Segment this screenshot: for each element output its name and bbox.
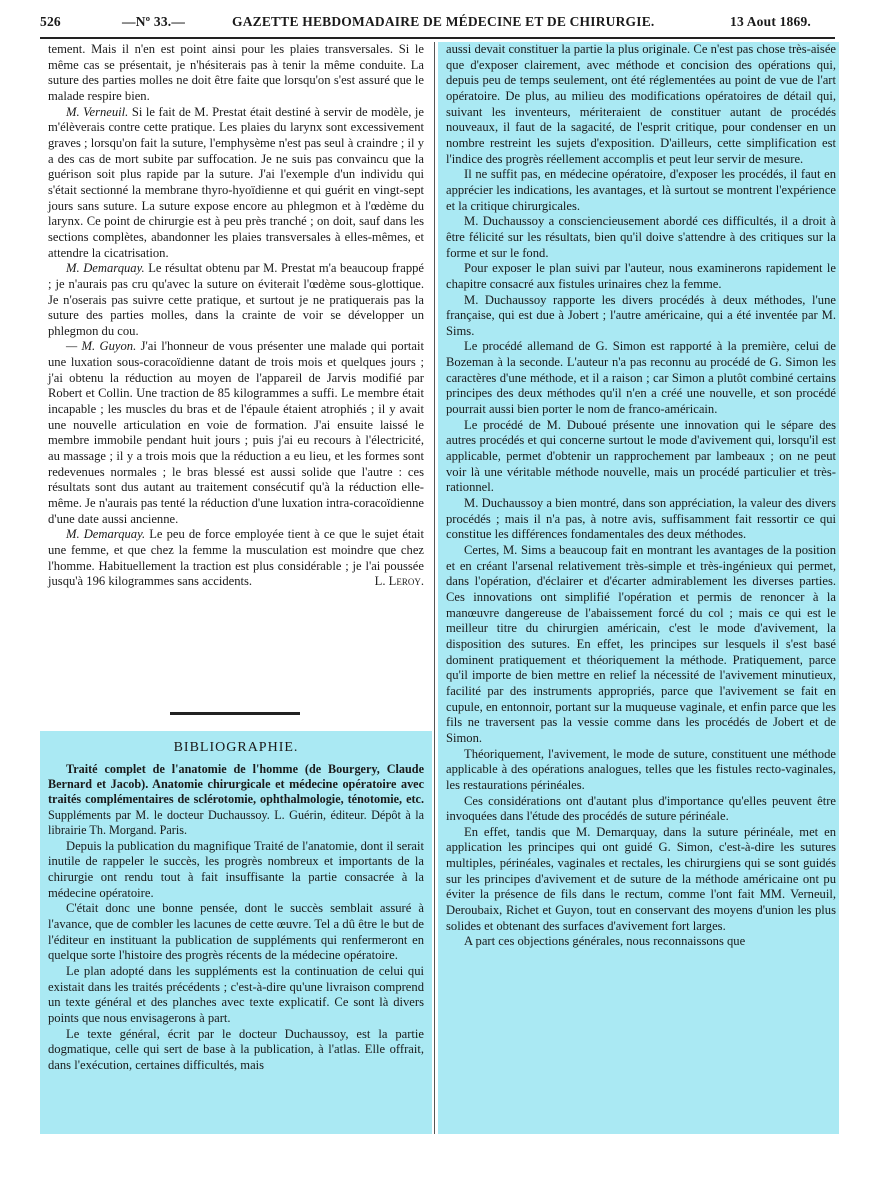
author-signature: L. Leroy. — [374, 574, 424, 589]
section-ornament-rule — [170, 712, 300, 715]
reference-title: Traité complet de l'anatomie de l'homme (de Bourgery, Claude Bernard et Jacob). Anatomie chirurgicale et médecine opératoire avec traités complémentaires de sclérotomie, ophthalmologie, ténotomie, etc. — [48, 761, 424, 807]
column-divider — [434, 42, 435, 1134]
right-paragraph: M. Duchaussoy a bien montré, dans son appréciation, la valeur des divers procédés ; mais il n'a pas, à notre avis, suffisamment fait ressortir ce qui constitue les différences fondamentales des deux méthodes. — [446, 496, 836, 542]
right-paragraph: Le procédé de M. Duboué présente une innovation qui le sépare des autres procédés et qui concerne surtout le mode d'avivement qui, lorsqu'il est applicable, permet d'obtenir un rapprochement par lambeaux ; on ne peut voir là une véritable méthode nouvelle, mais un procédé particulier et très-rationnel. — [446, 417, 836, 495]
speaker-name: M. Verneuil. — [66, 104, 129, 119]
right-paragraph: A part ces objections générales, nous reconnaissons que — [464, 934, 746, 949]
speaker-name: M. Demarquay. — [66, 527, 146, 542]
right-paragraph: M. Duchaussoy rapporte les divers procédés à deux méthodes, l'une française, qui est due à Jobert ; l'autre américaine, qui a été inventée par M. Sims. — [446, 292, 836, 338]
reference-details: Suppléments par M. le docteur Duchaussoy. L. Guérin, éditeur. Dépôt à la librairie Th. Morgand. Paris. — [48, 807, 424, 838]
speaker-name: — M. Guyon. — [66, 339, 137, 354]
left-paragraph: tement. Mais il n'en est point ainsi pour les plaies transversales. Si le même cas se présentait, je n'hésiterais pas à tenir la même conduite. La suture des parties molles ne doit être faite que lorsqu'on s'est assuré que le malade respire bien. — [48, 42, 424, 103]
left-paragraph — [48, 261, 424, 339]
right-paragraph: Ces considérations ont d'autant plus d'importance qu'elles peuvent être invoquées dans l'étude des procédés de suture périnéale. — [446, 793, 836, 824]
speech-text: Si le fait de M. Prestat était destiné à servir de modèle, je m'élèverais contre cette pratique. Les plaies du larynx sont excessivement graves ; lorsqu'on fait la suture, l'emphysème n'est pas seul à craindre ; il y a des cas de mort subite par suffocation. Je ne suis pas convaincu que la guérison soit plus rapide par la suture. J'ai l'exemple d'un individu qui s'était sectionné la membrane thyro-hyoïdienne et qui guérit en vingt-sept jours sans suture. La suture expose encore au phlegmon et à l'œdème du larynx. Ce point de chirurgie est à peu près tranché ; on doit, sauf dans les sections complètes, abandonner les plaies transversales à elles-mêmes, et attendre la cicatrisation. — [48, 104, 424, 260]
left-column — [48, 42, 424, 590]
right-paragraph: Il ne suffit pas, en médecine opératoire, d'exposer les procédés, il faut en apprécier les indications, les avantages, et là surtout se montrent l'expérience et la critique chirurgicales. — [446, 167, 836, 213]
page-number: 526 — [40, 14, 61, 29]
left-paragraph — [48, 527, 424, 590]
issue-number: —Nº 33.— — [122, 14, 186, 29]
page-header — [40, 14, 835, 34]
right-paragraph: Théoriquement, l'avivement, le mode de suture, constituent une méthode applicable à des opérations analogues, telles que les fistules recto-vaginales, les restaurations périnéales. — [446, 746, 836, 792]
bibliography-reference — [48, 762, 424, 839]
right-column — [446, 42, 836, 950]
bibliography-paragraph: C'était donc une bonne pensée, dont le succès semblait assuré à l'avance, que de combler les lacunes de cette œuvre. Tel a dû être le but de l'éditeur en instituant la publication de suppléments qui renfermeront en quelque sorte l'histoire des progrès récents de la médecine opératoire. — [48, 901, 424, 963]
bibliography-section — [48, 740, 424, 1074]
header-rule — [40, 37, 835, 39]
speech-text: Le résultat obtenu par M. Prestat m'a beaucoup frappé ; je n'aurais pas cru qu'avec la suture on éviterait l'œdème sous-glottique. Je n'oserais pas suivre cette pratique, et surtout je ne pratiquerais pas la suture des parties molles, dans la crainte de voir se développer un phlegmon du cou. — [48, 261, 425, 338]
left-paragraph — [48, 105, 424, 262]
bibliography-paragraph: Le texte général, écrit par le docteur Duchaussoy, est la partie dogmatique, celle qui sert de base à la publication, à l'atlas. Elle offrait, dans l'exécution, certaines difficultés, mais — [48, 1026, 424, 1072]
bibliography-title: BIBLIOGRAPHIE. — [173, 740, 299, 755]
right-paragraph: aussi devait constituer la partie la plus originale. Ce n'est pas chose très-aisée que d'exposer clairement, avec méthode et concision des opérations qui, depuis peu de temps seulement, ont été réglementées au point de vue de l'art opératoire. De plus, au milieu des modifications opératoires de détail qui, suivant les inventeurs, mériteraient de constituer autant de procédés nouveaux, il faut de la sagacité, de l'esprit critique, pour condenser en un nombre restreint les sujets d'exposition. D'ailleurs, cette simplification est l'indice des progrès réellement accomplis et peut leur servir de mesure. — [446, 42, 836, 166]
right-paragraph: Pour exposer le plan suivi par l'auteur, nous examinerons rapidement le chapitre consacré aux fistules urinaires chez la femme. — [446, 261, 836, 291]
bibliography-paragraph: Depuis la publication du magnifique Traité de l'anatomie, dont il serait inutile de rappeler le succès, les progrès nombreux et importants de la chirurgie ont rendu tout à fait insuffisante la partie consacrée à la médecine opératoire. — [48, 838, 424, 900]
right-paragraph: En effet, tandis que M. Demarquay, dans la suture périnéale, met en application les principes qui ont guidé G. Simon, c'est-à-dire les sutures multiples, périnéales, vaginales et rectales, les chirurgiens qui se sont guidés sur les principes d'avivement et de suture de la méthode américaine ont pu éviter la présence de fils dans le rectum, comme l'ont fait MM. Verneuil, Deroubaix, Richet et Guyon, tout en conservant des moyens d'union les plus solides et obtenant des surfaces d'avivement fort larges. — [446, 824, 836, 933]
speaker-name: M. Demarquay. — [66, 261, 145, 276]
right-paragraph: Certes, M. Sims a beaucoup fait en montrant les avantages de la position et en créant l'arsenal relativement très-simple et très-ingénieux qui permet, dans l'opération, d'éclairer et d'écarter admirablement les diverses parties. Ces innovations ont simplifié l'opération et permis de renoncer à la manœuvre dangereuse de l'abaissement forcé du col ; mais ce qui est le meilleur titre du chirurgien américain, c'est le mode d'avivement, la disposition des sutures. En effet, les principes sur lesquels il s'est basé dominent pratiquement et théoriquement la méthode. Pratiquement, parce qu'il importe de bien mettre en relief la nécessité de l'avivement minutieux, facilité par des instruments appropriés, parce que l'avivement se fait en cupule, en entonnoir, portant sur la muqueuse vaginale, et enfin parce que les fils ne traversent pas la vessie comme dans les procédés de Jobert et de Simon. — [446, 543, 836, 745]
bibliography-paragraph: Le plan adopté dans les suppléments est la continuation de celui qui existait dans les traités précédents ; c'est-à-dire qu'une livraison comprend un texte général et des planches avec texte explicatif. Ce sont là divers points que nous envisagerons à part. — [48, 963, 424, 1025]
left-paragraph — [48, 339, 424, 527]
speech-text: Le peu de force employée tient à ce que le sujet était une femme, et que chez la femme la musculation est moindre que chez l'homme. Habituellement la traction est plus considérable ; je l'ai poussée jusqu'à 196 kilogrammes sans accidents. — [48, 527, 424, 589]
speech-text: J'ai l'honneur de vous présenter une malade qui portait une luxation sous-coracoïdienne datant de trois mois et quelques jours ; j'ai obtenu la réduction au moyen de l'appareil de Jarvis modifié par Robert et Collin. Une traction de 85 kilogrammes a suffi. Le membre était incapable ; les muscles du bras et de l'épaule étaient atrophiés ; il y avait une nouvelle articulation en voie de formation. J'ai ensuite laissé le membre immobile pendant huit jours ; puis j'ai eu recours à l'électricité, au massage ; il y a trois mois que la réduction a eu lieu, et les formes sont redevenues normales ; le bras blessé est aussi solide que l'autre : ces résultats sont dus autant au traitement consécutif qu'à la réduction elle-même. Je n'aurais pas tenté la réduction d'une luxation intra-coracoïdienne d'une date aussi ancienne. — [48, 339, 424, 526]
issue-date: 13 Aout 1869. — [730, 14, 811, 29]
right-paragraph: Le procédé allemand de G. Simon est rapporté à la première, celui de Bozeman à la seconde. L'auteur n'a pas reconnu au procédé de G. Simon les caractères d'une méthode, et il a raison ; car Simon a plutôt combiné certains principes des deux méthodes qu'il n'en a créé une nouvelle, et son procédé pourrait aussi bien porter le nom de franco-américain. — [446, 339, 836, 417]
right-paragraph: M. Duchaussoy a consciencieusement abordé ces difficultés, il a droit à être félicité sur les résultats, bien qu'il doive s'attendre à des critiques sur la forme et sur le fond. — [446, 214, 836, 260]
journal-title: GAZETTE HEBDOMADAIRE DE MÉDECINE ET DE CHIRURGIE. — [232, 14, 655, 29]
